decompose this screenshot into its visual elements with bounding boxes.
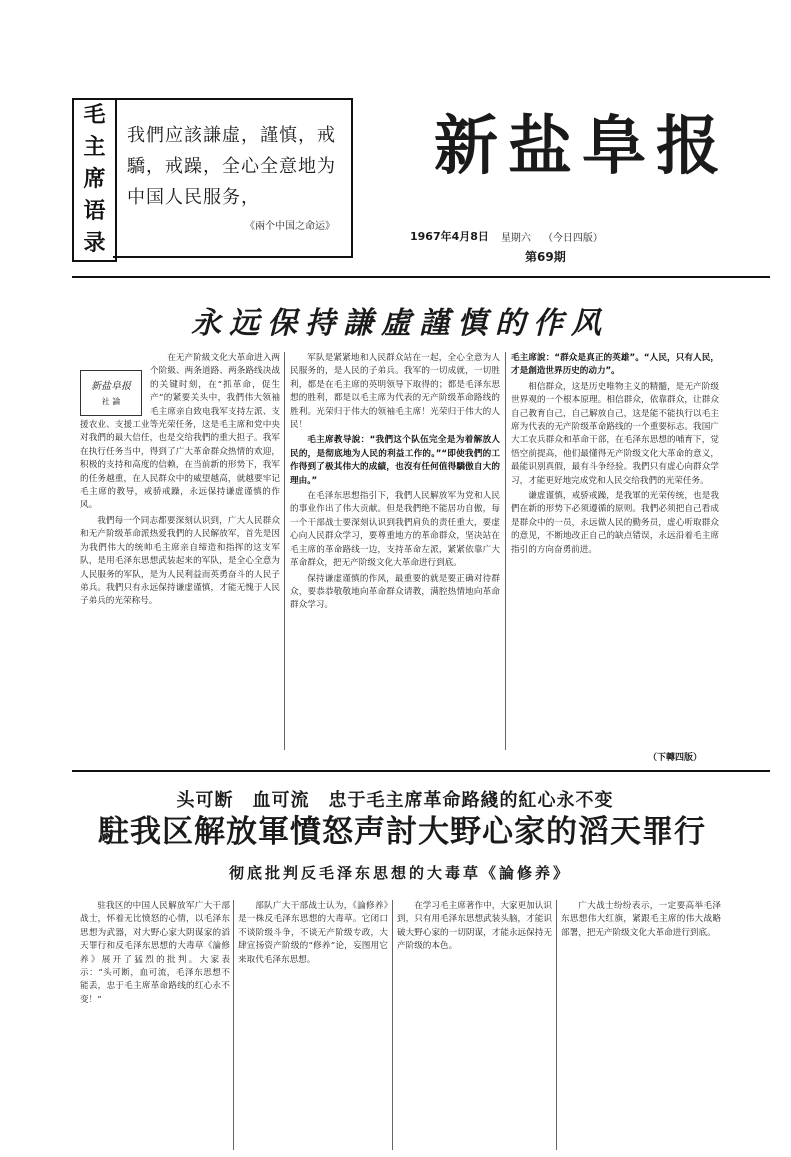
editorial-headline: 永远保持謙虛謹慎的作风 xyxy=(191,306,609,341)
continued-notice: （下轉四版） xyxy=(648,753,703,763)
editorial-paragraph: 我們每一个同志都要深刻认识到，广大人民群众和无产阶级革命派热爱我們的人民解放军，首先是因为我們伟大的统帅毛主席亲自缔造和指挥的这支军队，是用毛泽东思想武装起来的军队，是全心全意为人民服务的军队，是为人民利益而英勇奋斗的人民子弟兵。我們只有永远保持谦虚谨慎，才能无愧于人民子弟兵的光荣称号。 xyxy=(80,515,280,607)
page-count: （今日四版） xyxy=(542,232,603,244)
mao-quote: “群众是真正的英雄”。“人民，只有人民，才是創造世界历史的动力”。 xyxy=(511,353,719,377)
editorial-paragraph: 谦虚谨慎，戒骄戒躁，是我軍的光荣传统，也是我們在新的形势下必须遵循的原则。我們必须把自己看成是群众中的一员，永远做人民的勤务员，虚心听取群众的意见，不断地改正自己的缺点错误，永远沿着毛主席指引的方向奋勇前进。 xyxy=(511,491,719,555)
quote-intro: 毛主席教导說： xyxy=(307,435,370,446)
article-column-2 xyxy=(238,900,388,1150)
article-paragraph: 在学习毛主席著作中，大家更加认识到，只有用毛泽东思想武装头脑，才能识破大野心家的一切阴谋，才能永远保持无产阶级的本色。 xyxy=(397,901,552,952)
editorial-badge-label: 社 論 xyxy=(101,397,121,406)
editorial-column-2 xyxy=(290,352,500,750)
article-column-4 xyxy=(561,900,721,1150)
quotation-label-char: 录 xyxy=(83,231,106,256)
quotation-label-char: 主 xyxy=(83,135,106,160)
section-divider xyxy=(72,770,770,772)
editorial-column-1 xyxy=(80,352,280,750)
issue-date: 1967年4月8日 xyxy=(410,230,489,243)
article-subheadline: 彻底批判反毛泽东思想的大毒草《論修养》 xyxy=(228,864,571,882)
column-divider xyxy=(505,352,506,750)
editorial-badge-title: 新盐阜报 xyxy=(91,381,131,392)
editorial-paragraph: 相信群众，这是历史唯物主义的精髓，是无产阶级世界观的一个根本原理。相信群众，依靠群众，让群众自己教育自己，自己解放自己，这是能不能执行以毛主席为代表的无产阶级革命路线的一个重要标志。我国广大工农兵群众和革命干部，在毛泽东思想的哺育下，觉悟空前提高，他们最懂得无产阶级文化大革命的意义，最能识别真假，最有斗争经验。我們只有虚心向群众学习，才能更好地完成党和人民交给我們的光荣任务。 xyxy=(511,381,719,486)
column-divider xyxy=(392,900,393,1150)
quote-intro: 毛主席說： xyxy=(511,353,555,363)
editorial-paragraph: 在无产阶級文化大革命进入两个阶級、两条道路、两条路线决战的关键时刻，在“抓革命，促生产”的紧要关头中，我們伟大领袖毛主席亲自致电我军支持左派、支援农业、支援工业等光荣任务，这是毛主席和党中央对我們的最大信任，也是交给我們的重大担子。我军在执行任务当中，得到了广大革命群众热情的欢迎，积极的支持和高度的信赖，在当前新的形势下，我军的任务越重，在人民群众中的威望越高，就越要牢记毛主席的教导，戒骄戒躁，永远保持谦虚谨慎的作风。 xyxy=(80,353,280,511)
column-divider xyxy=(556,900,557,1150)
article-paragraph: 驻我区的中国人民解放军广大干部战士，怀着无比愤怒的心情，以毛泽东思想为武器，对大野心家大阴谋家的滔天罪行和反毛泽东思想的大毒草《論修养》展开了猛烈的批判。大家表示：“头可断，血可流，毛泽东思想不能丢，忠于毛主席革命路线的红心永不变！” xyxy=(80,901,230,1005)
column-divider xyxy=(284,352,285,750)
article-paragraph: 部队广大干部战士认为，《論修养》是一株反毛泽东思想的大毒草。它闭口不谈阶级斗争，不谈无产阶级专政，大肆宣扬资产阶级的“修养”论，妄图用它来取代毛泽东思想。 xyxy=(238,901,388,965)
editorial-paragraph: 保持谦虚谨慎的作风，最重要的就是要正确对待群众，要恭恭敬敬地向革命群众请教，满腔热情地向革命群众学习。 xyxy=(290,573,500,611)
article-paragraph: 广大战士纷纷表示，一定要高举毛泽东思想伟大红旗，紧跟毛主席的伟大战略部署，把无产阶级文化大革命进行到底。 xyxy=(561,901,721,938)
article-headline: 駐我区解放軍憤怒声討大野心家的滔天罪行 xyxy=(98,814,706,850)
mao-quote: “我們这个队伍完全是为着解放人民的，是彻底地为人民的利益工作的。”“即使我們的工作得到了极其伟大的成績，也沒有任何值得驕傲自大的理由。” xyxy=(290,435,500,486)
mao-quotation-box xyxy=(113,98,353,258)
quotation-label xyxy=(72,98,117,262)
article-kicker: 头可断 血可流 忠于毛主席革命路綫的紅心永不变 xyxy=(176,790,614,811)
quotation-label-char: 语 xyxy=(83,199,106,224)
newspaper-title: 新盐阜报 xyxy=(434,110,730,184)
editorial-column-3 xyxy=(511,352,719,750)
weekday: 星期六 xyxy=(500,232,531,244)
quotation-label-char: 毛 xyxy=(83,103,106,128)
editorial-paragraph: 军队是紧紧地和人民群众站在一起，全心全意为人民服务的，是人民的子弟兵。我军的一切成就，一切胜利，都是在毛主席的英明领导下取得的；都是毛泽东思想的胜利，都是以毛主席为代表的无产阶级革命路线的胜利。光荣归于伟大的领袖毛主席！光荣归于伟大的人民！ xyxy=(290,353,500,431)
quotation-text: 我們应該謙虛，謹慎，戒驕，戒躁，全心全意地为中国人民服务， xyxy=(127,125,336,208)
column-divider xyxy=(233,900,234,1150)
article-column-3 xyxy=(397,900,552,1150)
masthead-divider xyxy=(72,276,770,278)
issue-number: 第69期 xyxy=(525,250,566,264)
article-column-1 xyxy=(80,900,230,1150)
editorial-paragraph: 在毛泽东思想指引下，我們人民解放军为党和人民的事业作出了伟大贡献。但是我們绝不能居功自傲，每一个干部战士要深刻认识到我們肩负的责任重大，要虚心向人民群众学习，要尊重地方的革命群众，坚决站在毛主席的革命路线一边，支持革命左派，紧紧依靠广大革命群众，把无产阶级文化大革命进行到底。 xyxy=(290,491,500,569)
quotation-label-char: 席 xyxy=(83,167,106,192)
dateline xyxy=(410,228,770,244)
quotation-source: 《兩个中国之命运》 xyxy=(245,221,335,232)
